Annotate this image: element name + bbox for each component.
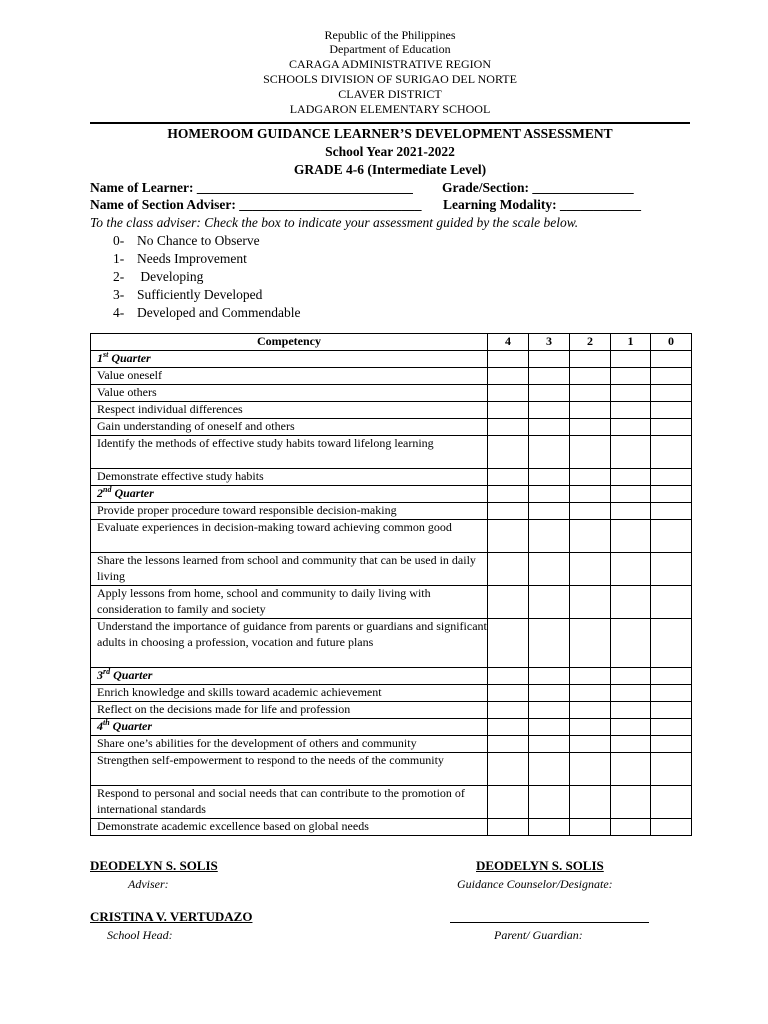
rating-box-1[interactable]: [611, 419, 651, 436]
rating-box-2[interactable]: [570, 419, 611, 436]
rating-box-4[interactable]: [488, 402, 529, 419]
rating-box-0[interactable]: [651, 385, 692, 402]
quarter-number: 2: [97, 486, 103, 500]
grade-level: GRADE 4-6 (Intermediate Level): [293, 162, 487, 177]
header-divider: [90, 122, 690, 124]
rating-box-3[interactable]: [529, 702, 570, 719]
rating-box-0[interactable]: [651, 503, 692, 520]
rating-box-4[interactable]: [488, 668, 529, 685]
scale-number: 3-: [113, 287, 125, 302]
table-row: [91, 586, 692, 619]
rating-box-2[interactable]: [570, 753, 611, 786]
rating-box-0[interactable]: [651, 819, 692, 836]
rating-box-3[interactable]: [529, 351, 570, 368]
rating-box-0[interactable]: [651, 685, 692, 702]
rating-box-0[interactable]: [651, 351, 692, 368]
rating-box-4[interactable]: [488, 753, 529, 786]
scale-item: [113, 287, 262, 303]
rating-box-3[interactable]: [529, 719, 570, 736]
rating-box-3[interactable]: [529, 753, 570, 786]
rating-box-2[interactable]: [570, 520, 611, 553]
rating-box-4[interactable]: [488, 368, 529, 385]
counselor-role-label: Guidance Counselor/Designate:: [457, 877, 613, 891]
table-row: [91, 619, 692, 668]
rating-box-1[interactable]: [611, 819, 651, 836]
rating-box-4[interactable]: [488, 786, 529, 819]
quarter-heading-row: [91, 668, 692, 685]
form-title: HOMEROOM GUIDANCE LEARNER’S DEVELOPMENT ASSESSMENT: [167, 126, 613, 141]
rating-box-0[interactable]: [651, 402, 692, 419]
rating-box-1[interactable]: [611, 719, 651, 736]
competency-cell: Demonstrate academic excellence based on global needs: [91, 819, 488, 836]
competency-cell: Gain understanding of oneself and others: [91, 419, 488, 436]
rating-box-4[interactable]: [488, 702, 529, 719]
scale-number: 4-: [113, 305, 125, 320]
quarter-number: 3: [97, 668, 103, 682]
quarter-number: 1: [97, 351, 103, 365]
school-head-signature-name: CRISTINA V. VERTUDAZO: [90, 909, 253, 924]
competency-table-body: [91, 351, 692, 836]
rating-box-0[interactable]: [651, 486, 692, 503]
scale-number: 1-: [113, 251, 125, 266]
quarter-heading-row: [91, 719, 692, 736]
competency-cell: Share one’s abilities for the development of others and community: [91, 736, 488, 753]
quarter-heading-row: [91, 351, 692, 368]
scale-label: Sufficiently Developed: [137, 287, 263, 302]
rating-box-1[interactable]: [611, 668, 651, 685]
rating-box-1[interactable]: [611, 553, 651, 586]
scale-number: 2-: [113, 269, 125, 284]
scale-item: [113, 305, 300, 321]
rating-box-1[interactable]: [611, 436, 651, 469]
rating-box-0[interactable]: [651, 668, 692, 685]
rating-box-2[interactable]: [570, 586, 611, 619]
table-row: [91, 469, 692, 486]
header-district: CLAVER DISTRICT: [338, 87, 442, 101]
rating-box-2[interactable]: [570, 668, 611, 685]
learning-modality-field[interactable]: Learning Modality: ____________: [443, 197, 641, 212]
competency-cell: Reflect on the decisions made for life and profession: [91, 702, 488, 719]
table-row: [91, 402, 692, 419]
rating-4-header: 4: [488, 334, 529, 351]
counselor-signature-name: DEODELYN S. SOLIS: [476, 858, 604, 873]
rating-box-3[interactable]: [529, 436, 570, 469]
competency-cell: Understand the importance of guidance from parents or guardians and significant adults in choosing a profession, vocation and future plans: [91, 619, 488, 668]
competency-cell: Value oneself: [91, 368, 488, 385]
rating-box-3[interactable]: [529, 486, 570, 503]
table-row: [91, 503, 692, 520]
school-year: School Year 2021-2022: [325, 144, 455, 159]
rating-box-3[interactable]: [529, 503, 570, 520]
competency-cell: Respect individual differences: [91, 402, 488, 419]
scale-label: Developing: [137, 269, 204, 284]
quarter-word: Quarter: [109, 719, 153, 733]
grade-section-field[interactable]: Grade/Section: _______________: [442, 180, 634, 195]
rating-box-1[interactable]: [611, 520, 651, 553]
table-header-row: [91, 334, 692, 351]
rating-box-1[interactable]: [611, 586, 651, 619]
rating-box-2[interactable]: [570, 368, 611, 385]
rating-box-4[interactable]: [488, 436, 529, 469]
quarter-heading: [91, 351, 488, 368]
rating-box-3[interactable]: [529, 419, 570, 436]
rating-box-4[interactable]: [488, 419, 529, 436]
rating-box-3[interactable]: [529, 368, 570, 385]
adviser-name-field[interactable]: Name of Section Adviser: ___________________________: [90, 197, 422, 212]
rating-box-3[interactable]: [529, 402, 570, 419]
scale-label: Developed and Commendable: [137, 305, 301, 320]
rating-box-1[interactable]: [611, 503, 651, 520]
quarter-word: Quarter: [110, 668, 153, 682]
header-school: LADGARON ELEMENTARY SCHOOL: [289, 102, 491, 116]
scale-item: [113, 233, 260, 249]
rating-box-0[interactable]: [651, 469, 692, 486]
table-row: [91, 419, 692, 436]
rating-box-4[interactable]: [488, 586, 529, 619]
rating-box-0[interactable]: [651, 368, 692, 385]
rating-box-0[interactable]: [651, 553, 692, 586]
school-head-role-label: School Head:: [107, 928, 173, 942]
rating-box-2[interactable]: [570, 702, 611, 719]
competency-cell: Value others: [91, 385, 488, 402]
rating-box-0[interactable]: [651, 736, 692, 753]
rating-box-1[interactable]: [611, 786, 651, 819]
rating-box-4[interactable]: [488, 469, 529, 486]
rating-box-0[interactable]: [651, 436, 692, 469]
table-row: [91, 702, 692, 719]
competency-cell: Strengthen self-empowerment to respond to the needs of the community: [91, 753, 488, 786]
competency-cell: Respond to personal and social needs that can contribute to the promotion of international standards: [91, 786, 488, 819]
rating-box-1[interactable]: [611, 469, 651, 486]
rating-box-4[interactable]: [488, 503, 529, 520]
rating-box-0[interactable]: [651, 719, 692, 736]
rating-box-4[interactable]: [488, 619, 529, 668]
header-department: Department of Education: [329, 42, 451, 56]
scale-number: 0-: [113, 233, 125, 248]
rating-box-1[interactable]: [611, 351, 651, 368]
scale-item: [113, 269, 203, 285]
table-row: [91, 553, 692, 586]
scale-label: Needs Improvement: [137, 251, 247, 266]
rating-box-3[interactable]: [529, 786, 570, 819]
rating-box-4[interactable]: [488, 351, 529, 368]
rating-box-0[interactable]: [651, 702, 692, 719]
rating-box-3[interactable]: [529, 520, 570, 553]
competency-cell: Evaluate experiences in decision-making toward achieving common good: [91, 520, 488, 553]
header-country: Republic of the Philippines: [324, 28, 456, 42]
rating-3-header: 3: [529, 334, 570, 351]
rating-box-3[interactable]: [529, 819, 570, 836]
table-row: [91, 685, 692, 702]
rating-box-1[interactable]: [611, 385, 651, 402]
rating-box-3[interactable]: [529, 553, 570, 586]
rating-0-header: 0: [651, 334, 692, 351]
rating-box-1[interactable]: [611, 619, 651, 668]
quarter-ordinal-suffix: th: [103, 718, 110, 727]
rating-box-0[interactable]: [651, 753, 692, 786]
rating-box-1[interactable]: [611, 402, 651, 419]
rating-box-4[interactable]: [488, 553, 529, 586]
rating-box-1[interactable]: [611, 486, 651, 503]
rating-box-2[interactable]: [570, 351, 611, 368]
adviser-signature-name: DEODELYN S. SOLIS: [90, 858, 218, 873]
competency-header: Competency: [91, 334, 488, 351]
rating-box-2[interactable]: [570, 619, 611, 668]
competency-cell: Demonstrate effective study habits: [91, 469, 488, 486]
quarter-heading: [91, 668, 488, 685]
rating-box-3[interactable]: [529, 685, 570, 702]
rating-box-1[interactable]: [611, 368, 651, 385]
quarter-heading-row: [91, 486, 692, 503]
rating-box-2[interactable]: [570, 503, 611, 520]
competency-cell: Identify the methods of effective study habits toward lifelong learning: [91, 436, 488, 469]
quarter-ordinal-suffix: st: [103, 350, 109, 359]
scale-item: [113, 251, 247, 267]
rating-box-3[interactable]: [529, 586, 570, 619]
learner-name-field[interactable]: Name of Learner: ________________________________: [90, 180, 413, 195]
rating-box-3[interactable]: [529, 619, 570, 668]
rating-box-2[interactable]: [570, 402, 611, 419]
competency-cell: Apply lessons from home, school and community to daily living with consideration to family and society: [91, 586, 488, 619]
table-row: [91, 520, 692, 553]
table-row: [91, 436, 692, 469]
rating-box-4[interactable]: [488, 486, 529, 503]
rating-box-4[interactable]: [488, 719, 529, 736]
rating-box-4[interactable]: [488, 520, 529, 553]
table-row: [91, 385, 692, 402]
adviser-role-label: Adviser:: [128, 877, 169, 891]
competency-table: [90, 333, 692, 836]
parent-signature-line[interactable]: [450, 922, 649, 923]
rating-box-1[interactable]: [611, 685, 651, 702]
rating-box-2[interactable]: [570, 486, 611, 503]
table-row: [91, 368, 692, 385]
rating-box-2[interactable]: [570, 469, 611, 486]
rating-box-2[interactable]: [570, 685, 611, 702]
rating-2-header: 2: [570, 334, 611, 351]
rating-box-4[interactable]: [488, 819, 529, 836]
parent-role-label: Parent/ Guardian:: [494, 928, 583, 942]
rating-box-3[interactable]: [529, 385, 570, 402]
rating-box-2[interactable]: [570, 719, 611, 736]
rating-box-3[interactable]: [529, 736, 570, 753]
rating-box-4[interactable]: [488, 736, 529, 753]
rating-box-3[interactable]: [529, 469, 570, 486]
table-row: [91, 819, 692, 836]
rating-box-2[interactable]: [570, 786, 611, 819]
rating-box-2[interactable]: [570, 736, 611, 753]
header-division: SCHOOLS DIVISION OF SURIGAO DEL NORTE: [263, 72, 517, 86]
table-row: [91, 736, 692, 753]
rating-box-1[interactable]: [611, 702, 651, 719]
rating-box-0[interactable]: [651, 786, 692, 819]
quarter-number: 4: [97, 719, 103, 733]
header-region: CARAGA ADMINISTRATIVE REGION: [288, 57, 491, 71]
rating-box-2[interactable]: [570, 436, 611, 469]
rating-box-0[interactable]: [651, 419, 692, 436]
quarter-word: Quarter: [108, 351, 151, 365]
competency-cell: Provide proper procedure toward responsible decision-making: [91, 503, 488, 520]
quarter-heading: [91, 719, 488, 736]
table-row: [91, 786, 692, 819]
competency-cell: Enrich knowledge and skills toward academic achievement: [91, 685, 488, 702]
rating-box-1[interactable]: [611, 736, 651, 753]
rating-box-2[interactable]: [570, 819, 611, 836]
rating-box-0[interactable]: [651, 619, 692, 668]
rating-box-0[interactable]: [651, 586, 692, 619]
rating-box-4[interactable]: [488, 685, 529, 702]
competency-cell: Share the lessons learned from school and community that can be used in daily living: [91, 553, 488, 586]
rating-box-3[interactable]: [529, 668, 570, 685]
instruction-text: To the class adviser: Check the box to indicate your assessment guided by the scale below.: [90, 215, 579, 230]
rating-box-4[interactable]: [488, 385, 529, 402]
table-row: [91, 753, 692, 786]
scale-label: No Chance to Observe: [137, 233, 260, 248]
rating-box-2[interactable]: [570, 385, 611, 402]
rating-box-0[interactable]: [651, 520, 692, 553]
quarter-ordinal-suffix: nd: [103, 485, 112, 494]
rating-1-header: 1: [611, 334, 651, 351]
rating-box-1[interactable]: [611, 753, 651, 786]
rating-box-2[interactable]: [570, 553, 611, 586]
quarter-heading: [91, 486, 488, 503]
quarter-ordinal-suffix: rd: [103, 667, 111, 676]
quarter-word: Quarter: [111, 486, 154, 500]
